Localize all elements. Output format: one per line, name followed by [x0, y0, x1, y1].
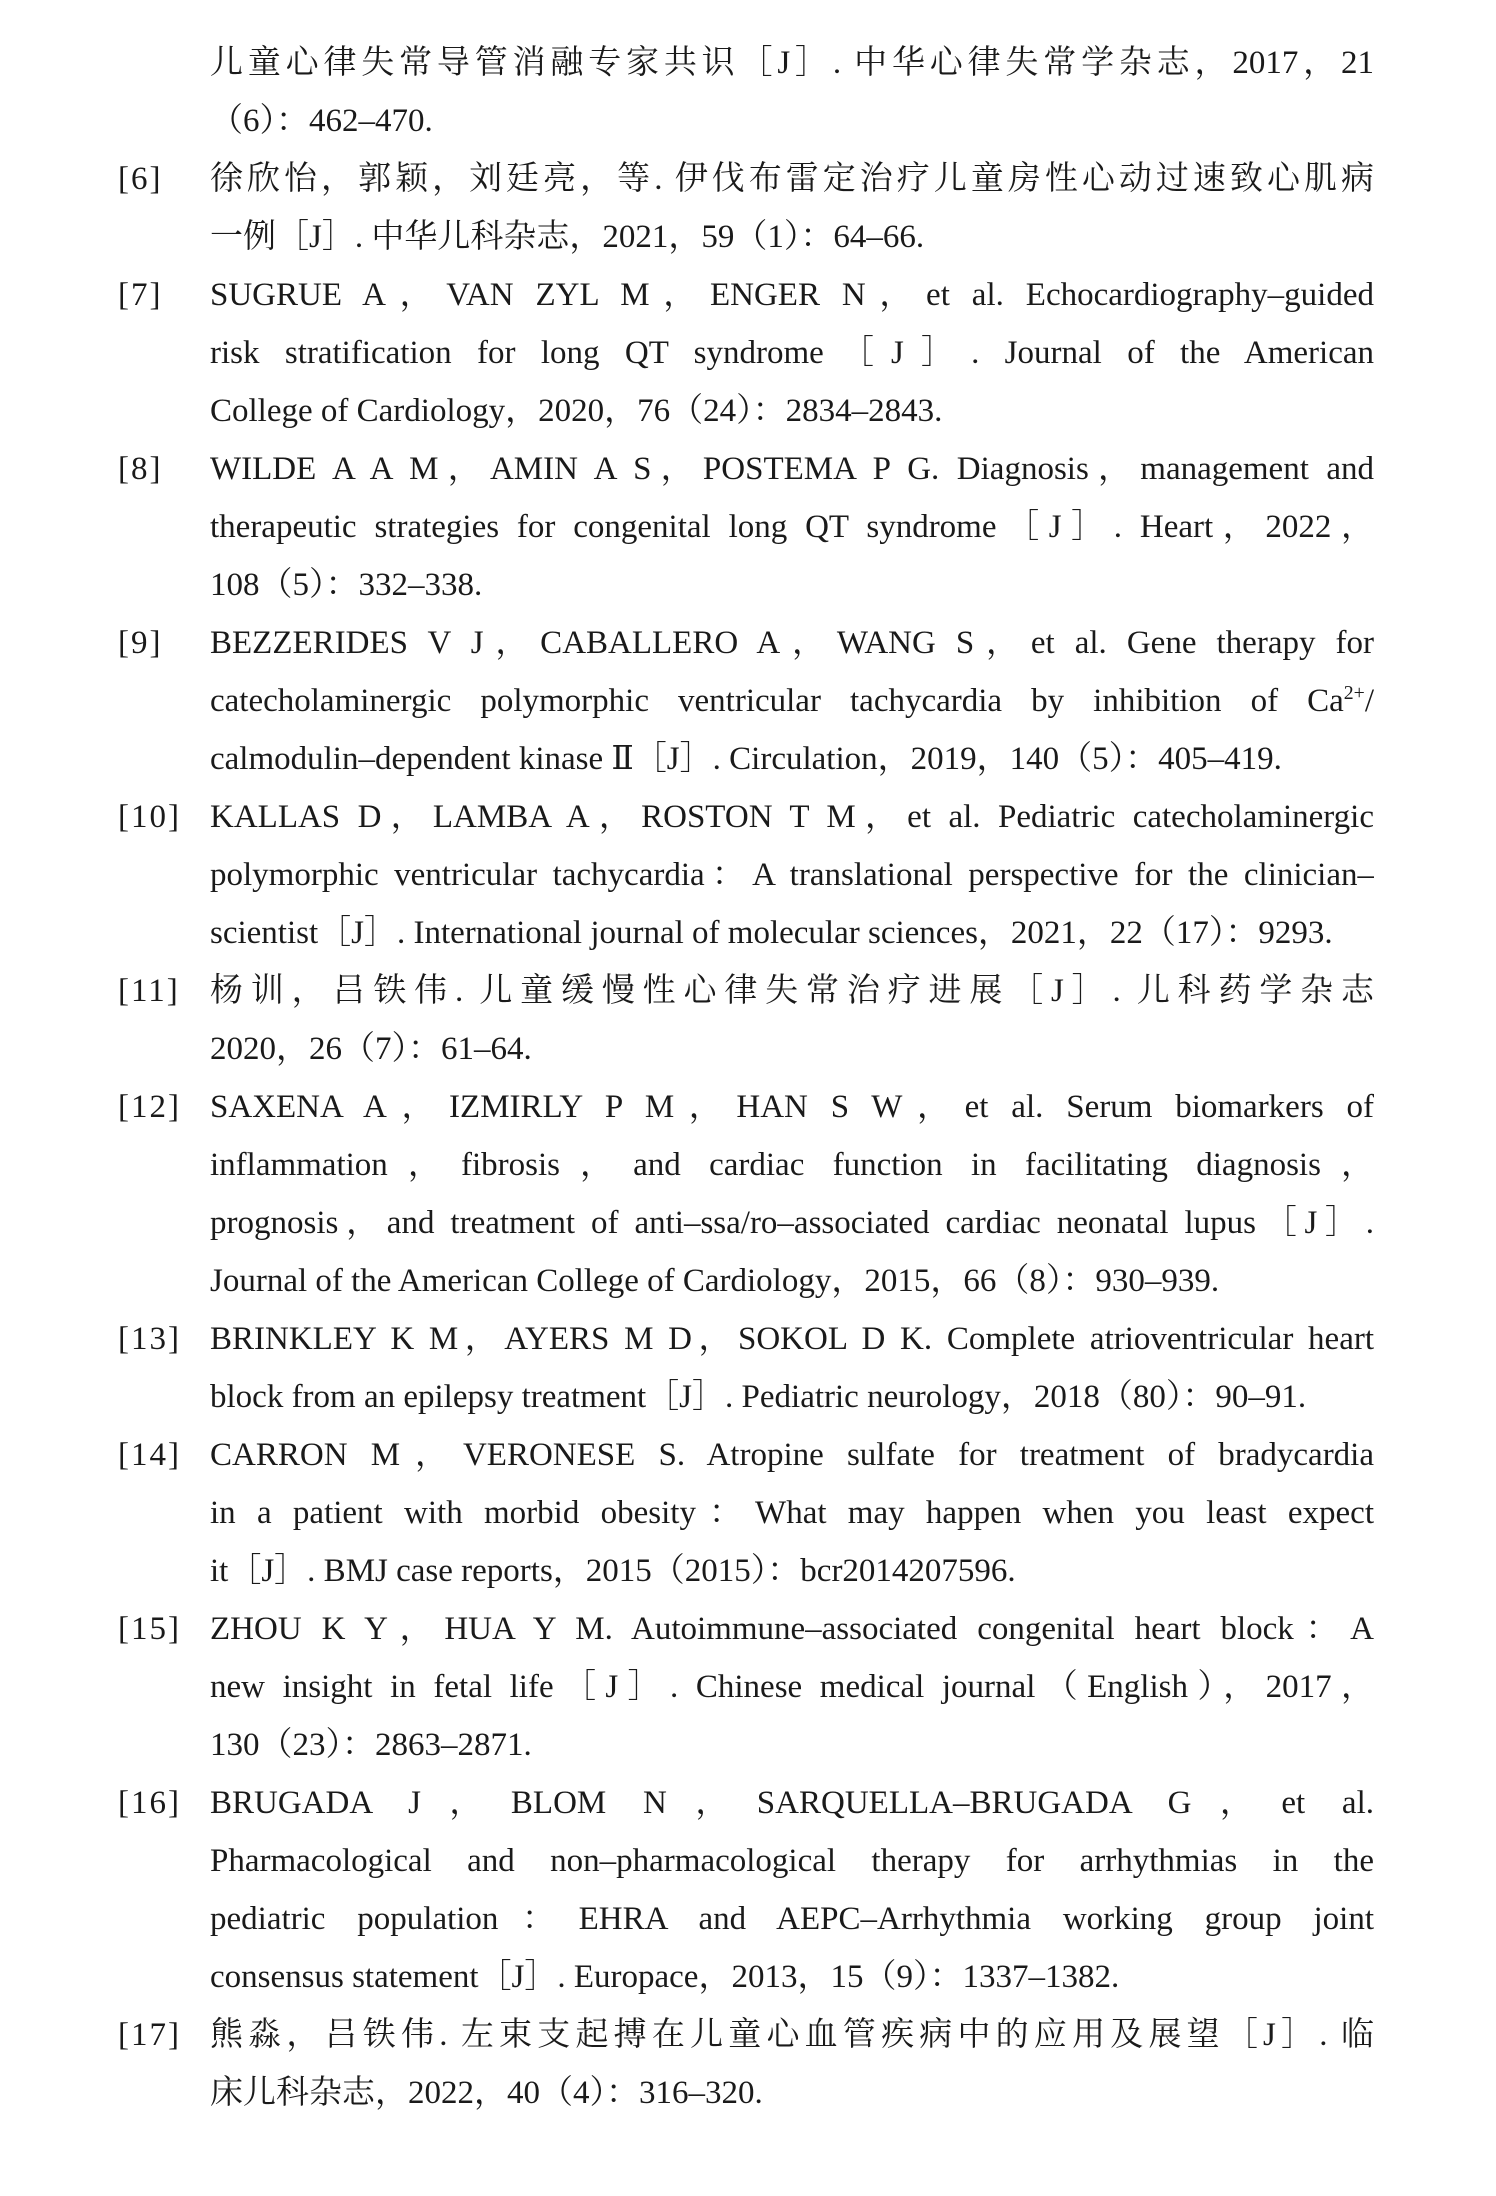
- reference-item: [118, 962, 1374, 1078]
- reference-line: College of Cardiology，2020，76（24）：2834–2843.: [210, 393, 943, 429]
- reference-line: scientist［J］. International journal of molecular sciences，2021，22（17）：9293.: [210, 915, 1333, 951]
- reference-number: [13]: [118, 1321, 181, 1357]
- reference-list: [118, 34, 1374, 2122]
- reference-line: BRUGADA J，BLOM N，SARQUELLA–BRUGADA G，et al.: [210, 1785, 1374, 1821]
- reference-item: [118, 614, 1374, 788]
- reference-item: [118, 1078, 1374, 1310]
- reference-number: [17]: [118, 2017, 181, 2053]
- reference-line: 2020，26（7）：61–64.: [210, 1031, 532, 1067]
- reference-line: prognosis，and treatment of anti–ssa/ro–associated cardiac neonatal lupus［J］.: [210, 1205, 1374, 1241]
- reference-line: risk stratification for long QT syndrome［J］. Journal of the American: [210, 335, 1374, 371]
- reference-line: 一例［J］. 中华儿科杂志，2021，59（1）：64–66.: [210, 219, 925, 255]
- reference-number: [16]: [118, 1785, 181, 1821]
- reference-line: 徐欣怡，郭颖，刘廷亮，等. 伊伐布雷定治疗儿童房性心动过速致心肌病: [210, 161, 1374, 197]
- reference-number: [11]: [118, 973, 180, 1009]
- reference-line-text: /: [1364, 683, 1374, 719]
- reference-line: KALLAS D，LAMBA A，ROSTON T M，et al. Pediatric catecholaminergic: [210, 799, 1374, 835]
- reference-line: 108（5）：332–338.: [210, 567, 483, 603]
- reference-line: 杨训，吕铁伟. 儿童缓慢性心律失常治疗进展［J］. 儿科药学杂志: [210, 973, 1374, 1009]
- reference-line: BEZZERIDES V J，CABALLERO A，WANG S，et al. Gene therapy for: [210, 625, 1374, 661]
- reference-line: block from an epilepsy treatment［J］. Pediatric neurology，2018（80）：90–91.: [210, 1379, 1307, 1415]
- reference-item: [118, 440, 1374, 614]
- reference-item: [118, 34, 1374, 150]
- reference-item: [118, 266, 1374, 440]
- superscript: 2+: [1343, 682, 1365, 704]
- reference-item: [118, 1774, 1374, 2006]
- reference-number: [14]: [118, 1437, 181, 1473]
- reference-number: [7]: [118, 277, 163, 313]
- reference-line: it［J］. BMJ case reports，2015（2015）：bcr2014207596.: [210, 1553, 1016, 1589]
- reference-line: [210, 672, 1374, 730]
- reference-number: [10]: [118, 799, 181, 835]
- reference-line: 130（23）：2863–2871.: [210, 1727, 532, 1763]
- reference-line: ZHOU K Y，HUA Y M. Autoimmune–associated congenital heart block：A: [210, 1611, 1374, 1647]
- reference-item: [118, 2006, 1374, 2122]
- reference-number: [12]: [118, 1089, 181, 1125]
- reference-item: [118, 1426, 1374, 1600]
- reference-line: Journal of the American College of Cardiology，2015，66（8）：930–939.: [210, 1263, 1220, 1299]
- reference-line: new insight in fetal life［J］. Chinese medical journal（English），2017，: [210, 1669, 1374, 1705]
- reference-line: consensus statement［J］. Europace，2013，15（9）：1337–1382.: [210, 1959, 1120, 1995]
- reference-line: Pharmacological and non–pharmacological therapy for arrhythmias in the: [210, 1843, 1374, 1879]
- reference-line: therapeutic strategies for congenital long QT syndrome［J］. Heart，2022，: [210, 509, 1374, 545]
- reference-line: （6）：462–470.: [210, 103, 433, 139]
- reference-number: [15]: [118, 1611, 181, 1647]
- reference-item: [118, 150, 1374, 266]
- reference-line: BRINKLEY K M，AYERS M D，SOKOL D K. Complete atrioventricular heart: [210, 1321, 1374, 1357]
- reference-line: in a patient with morbid obesity：What may happen when you least expect: [210, 1495, 1374, 1531]
- reference-number: [8]: [118, 451, 163, 487]
- reference-item: [118, 1600, 1374, 1774]
- reference-line: calmodulin–dependent kinase Ⅱ［J］. Circulation，2019，140（5）：405–419.: [210, 741, 1282, 777]
- reference-line: WILDE A A M，AMIN A S，POSTEMA P G. Diagnosis，management and: [210, 451, 1374, 487]
- reference-line: inflammation，fibrosis，and cardiac function in facilitating diagnosis，: [210, 1147, 1374, 1183]
- reference-number: [6]: [118, 161, 163, 197]
- reference-line: SAXENA A，IZMIRLY P M，HAN S W，et al. Serum biomarkers of: [210, 1089, 1374, 1125]
- reference-line: 熊淼，吕铁伟. 左束支起搏在儿童心血管疾病中的应用及展望［J］. 临: [210, 2017, 1374, 2053]
- reference-number: [9]: [118, 625, 163, 661]
- reference-item: [118, 1310, 1374, 1426]
- reference-line: pediatric population：EHRA and AEPC–Arrhythmia working group joint: [210, 1901, 1374, 1937]
- reference-line: CARRON M，VERONESE S. Atropine sulfate for treatment of bradycardia: [210, 1437, 1374, 1473]
- reference-line: polymorphic ventricular tachycardia：A translational perspective for the clinician–: [210, 857, 1374, 893]
- reference-line: 床儿科杂志，2022，40（4）：316–320.: [210, 2075, 763, 2111]
- reference-line-text: catecholaminergic polymorphic ventricular tachycardia by inhibition of Ca: [210, 683, 1344, 719]
- reference-line: SUGRUE A，VAN ZYL M，ENGER N，et al. Echocardiography–guided: [210, 277, 1374, 313]
- reference-line: 儿童心律失常导管消融专家共识［J］. 中华心律失常学杂志，2017，21: [210, 45, 1374, 81]
- reference-item: [118, 788, 1374, 962]
